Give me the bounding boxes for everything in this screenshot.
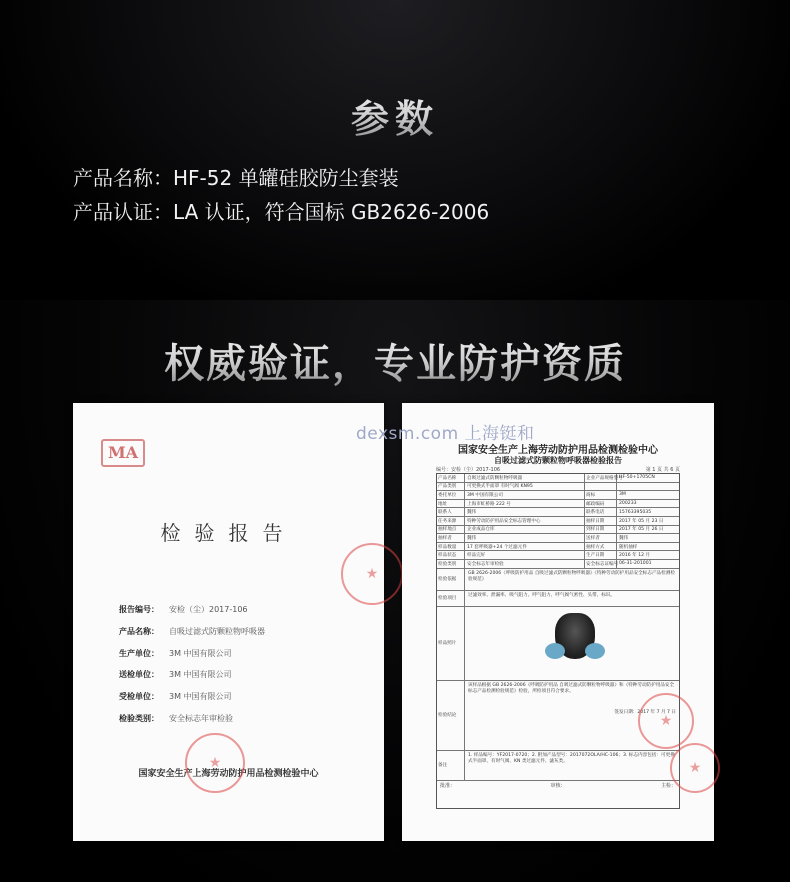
- table-row: 产品类别 可更换式半面罩 有时气阀 KN95: [437, 483, 679, 492]
- report-info-row: 报告编号： 安检（尘）2017-106: [119, 605, 248, 615]
- spec-product-name: 产品名称：HF-52 单罐硅胶防尘套装: [73, 166, 399, 190]
- report-title: 检验报告: [160, 521, 297, 545]
- respirator-filter-left: [545, 643, 565, 659]
- table-row: 任务来源 特种劳动防护用品安全标志管理中心 抽样日期 2017 年 05 月 23 日: [437, 517, 679, 526]
- red-seal-stamp: [341, 543, 403, 605]
- top-background: [0, 0, 790, 320]
- report-info-row: 产品名称： 自吸过滤式防颗粒物呼吸器: [119, 627, 265, 637]
- report-info-row: 生产单位： 3M 中国有限公司: [119, 648, 232, 658]
- report-info-row: 检验类别： 安全标志年审检验: [119, 713, 233, 723]
- watermark: dexsm.com 上海铤和: [356, 424, 535, 444]
- report-subtitle: 自吸过滤式防颗粒物呼吸器检验报告: [494, 456, 622, 465]
- report-table: [436, 473, 680, 809]
- table-row: 联系人 魏伟 联系电话 15763395035: [437, 508, 679, 517]
- table-block-items: 检验项目 过滤效率、泄漏率、吸气阻力、呼气阻力、呼气阀气密性、头带、标识。: [437, 591, 679, 607]
- signature-row: 批准： 审核： 主检：: [440, 782, 676, 789]
- section-title-verification: 权威验证，专业防护资质: [0, 332, 790, 389]
- cma-logo: MA: [101, 439, 145, 467]
- report-cover-document: [73, 403, 384, 841]
- table-row: 抽样地点 企业成品仓库 到样日期 2017 年 05 月 26 日: [437, 526, 679, 535]
- red-seal-stamp: [185, 733, 245, 793]
- table-row: 地址 上海市虹桥路 222 号 邮政编码 200233: [437, 500, 679, 509]
- report-meta: 编号：安检（尘）2017-106 第 1 页 共 6 页: [436, 467, 680, 473]
- table-block-notes: 备注 1. 样品编号：YF2017-0720；2. 附加产品型号：2017072OLA/HC-106；3. 标志内容包括：可更换式半面罩、有时气阀、KN 类过滤元件、滤灰类。: [437, 751, 679, 781]
- red-seal-stamp: [638, 693, 694, 749]
- report-info-row: 送检单位： 3M 中国有限公司: [119, 670, 232, 680]
- table-row: 委托单位 3M 中国有限公司 商标 3M: [437, 491, 679, 500]
- report-issuer: 国家安全生产上海劳动防护用品检测检验中心: [138, 769, 319, 779]
- table-block-conclusion: 检验结论 该样品根据 GB 2626-2006《呼吸防护用品 自吸过滤式防颗粒物呼吸器》和《特种劳动防护用品安全标志产品检测检验规范》检验，所检项目符合要求。 签发日期：2017 年 7 月 7 日: [437, 681, 679, 751]
- red-seal-stamp: [670, 743, 720, 793]
- table-row: 检验类别 安全标志年审检验 安全标志证编号 06-31-201001: [437, 560, 679, 569]
- table-row: 产品名称 自吸过滤式防颗粒物呼吸器 企业产品规格型号 HF-50+1705CN: [437, 474, 679, 483]
- report-info-row: 受检单位： 3M 中国有限公司: [119, 692, 232, 702]
- table-block-photo: 样品照片: [437, 607, 679, 681]
- table-row: 样品数量 17 套呼吸器+24 个过滤元件 抽样方式 随机抽样: [437, 543, 679, 552]
- spec-product-cert: 产品认证：LA 认证，符合国标 GB2626-2006: [73, 200, 490, 224]
- report-org-title: 国家安全生产上海劳动防护用品检测检验中心: [458, 445, 658, 456]
- report-detail-document: [356, 403, 714, 841]
- respirator-filter-right: [585, 643, 605, 659]
- section-title-params: 参数: [0, 88, 790, 143]
- table-row: 样品状态 样品完好 生产日期 2016 年 12 月: [437, 551, 679, 560]
- table-row: 抽样者 魏伟 送样者 魏伟: [437, 534, 679, 543]
- report-info-list: [119, 599, 265, 729]
- table-block-basis: 检验依据 GB 2626-2006《呼吸防护用品 自吸过滤式防颗粒物呼吸器》《特种劳动防护用品安全标志产品检测检验规范》: [437, 569, 679, 591]
